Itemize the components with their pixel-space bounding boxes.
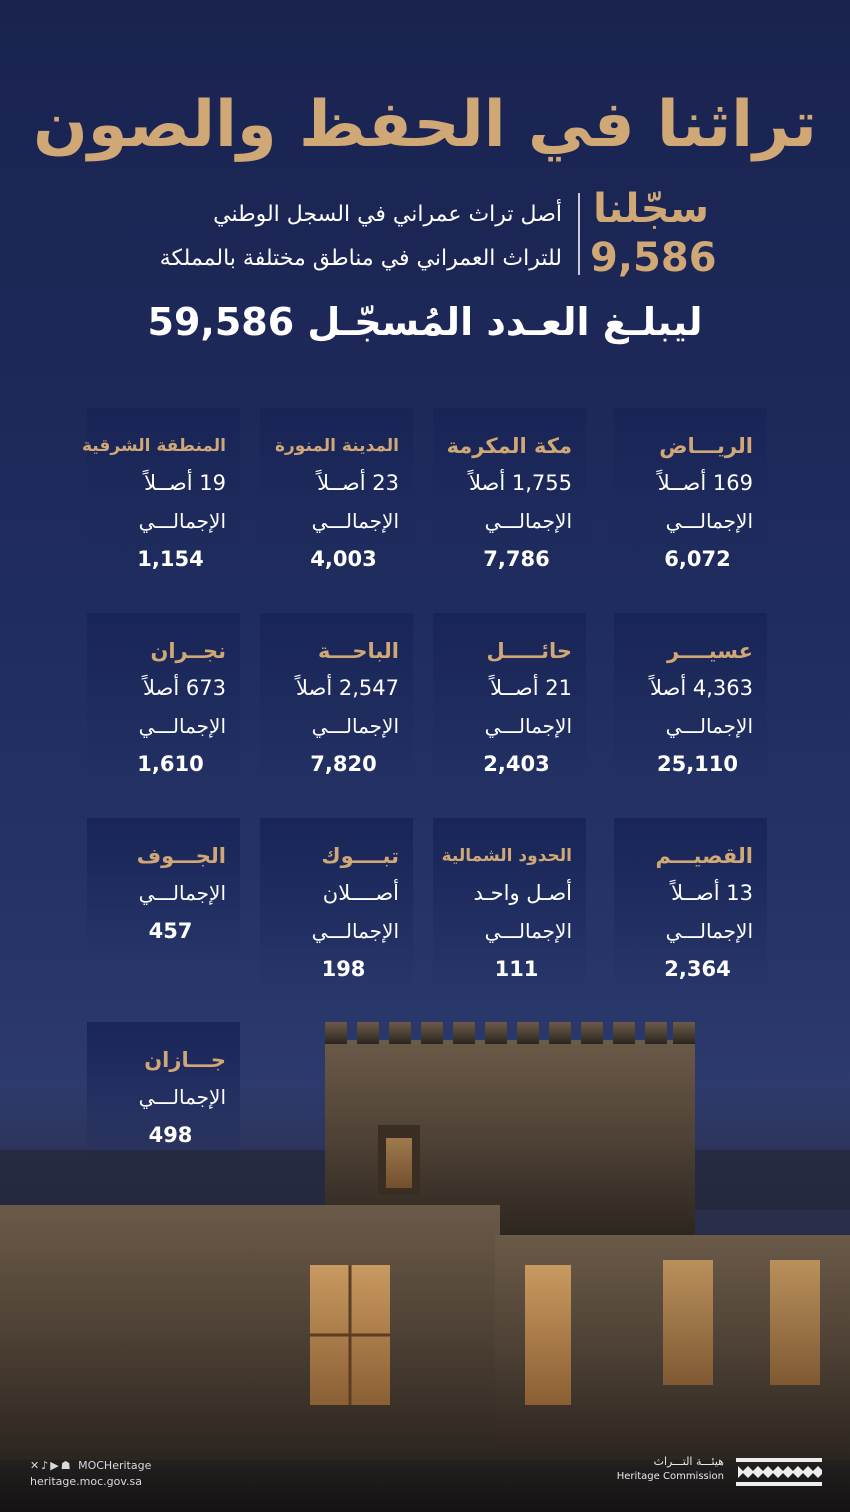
region-card-asir xyxy=(614,613,767,783)
region-count: 13 أصــلاً xyxy=(671,881,753,905)
region-total: 1,610 xyxy=(137,752,204,776)
page-title: تراثنا في الحفظ والصون xyxy=(33,88,817,162)
region-count: 4,363 أصلاً xyxy=(650,676,753,700)
region-name: نجــران xyxy=(150,639,226,663)
region-card-riyadh xyxy=(614,408,767,578)
region-total-label: الإجمالـــي xyxy=(665,509,753,533)
youtube-icon[interactable]: ▶ xyxy=(50,1459,61,1472)
description-line-2: للتراث العمراني في مناطق مختلفة بالمملكة xyxy=(159,246,562,271)
region-total: 1,154 xyxy=(137,547,204,571)
region-total: 2,364 xyxy=(664,957,731,981)
region-name: جـــازان xyxy=(144,1048,226,1072)
region-total: 198 xyxy=(321,957,366,981)
region-count: 19 أصــلاً xyxy=(144,471,226,495)
registered-word: سجّلنا xyxy=(593,186,709,232)
org-name-ar: هيئـــة التـــراث xyxy=(653,1455,724,1468)
tiktok-icon[interactable]: ♪ xyxy=(41,1459,51,1472)
region-total: 7,820 xyxy=(310,752,377,776)
region-name: مكة المكرمة xyxy=(446,434,572,458)
divider-line xyxy=(578,193,580,275)
region-total-label: الإجمالـــي xyxy=(311,509,399,533)
region-card-jouf xyxy=(87,818,240,958)
region-name: حائـــــل xyxy=(486,639,572,663)
region-total-label: الإجمالـــي xyxy=(665,714,753,738)
region-count: أصــــلان xyxy=(322,881,399,905)
snapchat-icon[interactable]: ☗ xyxy=(60,1459,73,1472)
region-card-hail xyxy=(433,613,586,783)
social-handle[interactable]: MOCHeritage xyxy=(78,1459,152,1472)
region-card-makkah xyxy=(433,408,586,578)
region-total-label: الإجمالـــي xyxy=(484,919,572,943)
region-total-label: الإجمالـــي xyxy=(665,919,753,943)
region-count: 673 أصلاً xyxy=(143,676,226,700)
region-count: 21 أصــلاً xyxy=(490,676,572,700)
region-total: 25,110 xyxy=(656,752,739,776)
region-name: الحدود الشمالية xyxy=(441,846,572,866)
region-card-madinah xyxy=(260,408,413,578)
region-name: المنطقة الشرقية xyxy=(81,436,226,456)
region-card-najran xyxy=(87,613,240,783)
region-total-label: الإجمالـــي xyxy=(138,509,226,533)
region-total-label: الإجمالـــي xyxy=(484,509,572,533)
region-card-baha xyxy=(260,613,413,783)
region-name: عسيــــر xyxy=(666,639,753,663)
region-total-label: الإجمالـــي xyxy=(484,714,572,738)
region-total-label: الإجمالـــي xyxy=(138,714,226,738)
region-total: 6,072 xyxy=(664,547,731,571)
region-total-label: الإجمالـــي xyxy=(311,919,399,943)
description-block xyxy=(112,193,562,281)
region-count: 1,755 أصلاً xyxy=(469,471,572,495)
region-name: الجـــوف xyxy=(136,844,226,868)
region-total: 457 xyxy=(148,919,193,943)
region-card-eastern xyxy=(81,408,240,578)
social-icons xyxy=(30,1459,78,1472)
region-total-label: الإجمالـــي xyxy=(138,881,226,905)
region-card-qassim xyxy=(614,818,767,988)
description-line-1: أصل تراث عمراني في السجل الوطني xyxy=(213,202,562,227)
registered-count-block xyxy=(590,185,717,283)
region-card-tabuk xyxy=(260,818,413,988)
region-total: 498 xyxy=(148,1123,193,1147)
heritage-building-image xyxy=(0,1000,850,1512)
region-count: 23 أصــلاً xyxy=(317,471,399,495)
region-total: 111 xyxy=(494,957,539,981)
x-icon[interactable]: ✕ xyxy=(30,1459,42,1472)
region-name: المدينة المنورة xyxy=(274,436,399,456)
region-count: 2,547 أصلاً xyxy=(296,676,399,700)
footer-social xyxy=(30,1458,151,1490)
heritage-commission-logo xyxy=(612,1454,822,1490)
region-card-northern-borders xyxy=(433,818,586,988)
region-name: تبــــوك xyxy=(321,844,399,868)
total-registered: ليبلـغ العـدد المُسجّـل 59,586 xyxy=(147,300,703,344)
region-name: القصيـــم xyxy=(655,844,753,868)
heritage-commission-emblem xyxy=(736,1458,822,1486)
org-name-en: Heritage Commission xyxy=(616,1471,724,1482)
registered-number: 9,586 xyxy=(590,235,717,281)
region-total-label: الإجمالـــي xyxy=(138,1085,226,1109)
website-link[interactable]: heritage.moc.gov.sa xyxy=(30,1475,142,1488)
region-total: 7,786 xyxy=(483,547,550,571)
region-count: أصـل واحـد xyxy=(473,881,572,905)
region-total-label: الإجمالـــي xyxy=(311,714,399,738)
region-count: 169 أصــلاً xyxy=(657,471,753,495)
region-name: الباحـــة xyxy=(318,639,399,663)
region-total: 4,003 xyxy=(310,547,377,571)
region-name: الريـــاض xyxy=(659,434,753,458)
region-total: 2,403 xyxy=(483,752,550,776)
